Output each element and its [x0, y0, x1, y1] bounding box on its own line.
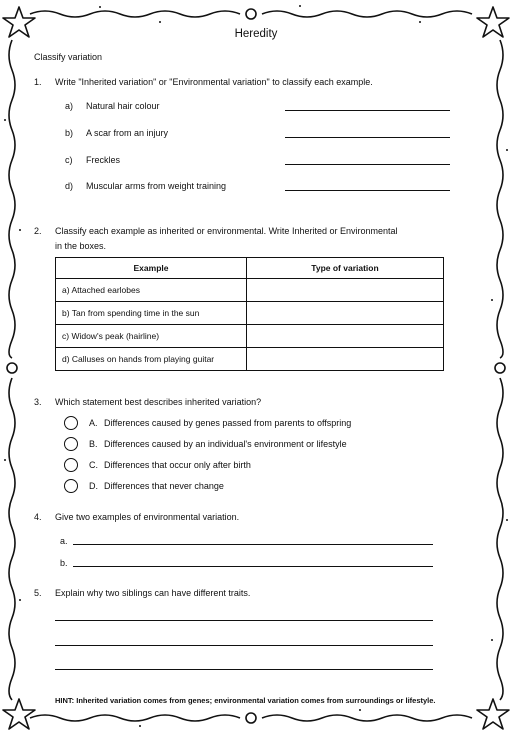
option-text: Differences that occur only after birth [104, 460, 251, 470]
answer-label: b. [60, 558, 68, 568]
q2-prompt-cont: in the boxes. [55, 241, 107, 251]
q1-item-text: Freckles [86, 155, 121, 165]
table-header-row [56, 258, 444, 279]
table-row [56, 279, 444, 302]
section-title: Classify variation [34, 52, 103, 62]
q4-prompt: Give two examples of environmental variation. [55, 512, 240, 522]
q5-prompt: Explain why two siblings can have different traits. [55, 588, 251, 598]
option-text: Differences that never change [104, 481, 224, 491]
option-text: Differences caused by an individual's environment or lifestyle [104, 439, 347, 449]
q1-item-text: Natural hair colour [86, 101, 160, 111]
column-header: Type of variation [247, 258, 444, 279]
option-text: Differences caused by genes passed from parents to offspring [104, 418, 352, 428]
answer-line[interactable] [285, 137, 450, 138]
star-icon [2, 697, 36, 731]
q1-prompt: Write "Inherited variation" or "Environmental variation" to classify each example. [55, 77, 373, 87]
option-radio[interactable] [64, 416, 78, 430]
answer-line[interactable] [73, 566, 433, 567]
option-radio[interactable] [64, 437, 78, 451]
star-icon [476, 697, 510, 731]
table-row [56, 348, 444, 371]
answer-label: a. [60, 536, 68, 546]
option-letter: B. [89, 439, 98, 449]
q4-number: 4. [34, 512, 42, 522]
example-cell: c) Widow's peak (hairline) [56, 325, 247, 348]
q3-number: 3. [34, 397, 42, 407]
answer-line[interactable] [55, 620, 433, 621]
example-cell: a) Attached earlobes [56, 279, 247, 302]
q1-item-letter: a) [65, 101, 74, 111]
table-row [56, 302, 444, 325]
answer-line[interactable] [55, 669, 433, 670]
option-radio[interactable] [64, 458, 78, 472]
table-row [56, 325, 444, 348]
q1-item-text: A scar from an injury [86, 128, 169, 138]
q1-item-letter: c) [65, 155, 73, 165]
q2-number: 2. [34, 226, 42, 236]
answer-cell[interactable] [247, 348, 444, 371]
q1-number: 1. [34, 77, 42, 87]
answer-line[interactable] [73, 544, 433, 545]
example-cell: b) Tan from spending time in the sun [56, 302, 247, 325]
answer-line[interactable] [285, 110, 450, 111]
answer-line[interactable] [55, 645, 433, 646]
answer-line[interactable] [285, 190, 450, 191]
hint-text: HINT: Inherited variation comes from genes; environmental variation comes from surroundings or lifestyle. [55, 696, 436, 705]
q2-prompt: Classify each example as inherited or environmental. Write Inherited or Environmental [55, 226, 398, 236]
q1-item-letter: b) [65, 128, 74, 138]
option-letter: A. [89, 418, 98, 428]
q1-item-letter: d) [65, 181, 74, 191]
option-letter: D. [89, 481, 98, 491]
q1-item-text: Muscular arms from weight training [86, 181, 227, 191]
option-radio[interactable] [64, 479, 78, 493]
answer-cell[interactable] [247, 325, 444, 348]
example-cell: d) Calluses on hands from playing guitar [56, 348, 247, 371]
option-letter: C. [89, 460, 98, 470]
column-header: Example [56, 258, 247, 279]
page-title: Heredity [234, 28, 278, 40]
answer-cell[interactable] [247, 279, 444, 302]
answer-line[interactable] [285, 164, 450, 165]
answer-cell[interactable] [247, 302, 444, 325]
classification-table [55, 257, 444, 371]
q3-prompt: Which statement best describes inherited variation? [55, 397, 262, 407]
q5-number: 5. [34, 588, 42, 598]
